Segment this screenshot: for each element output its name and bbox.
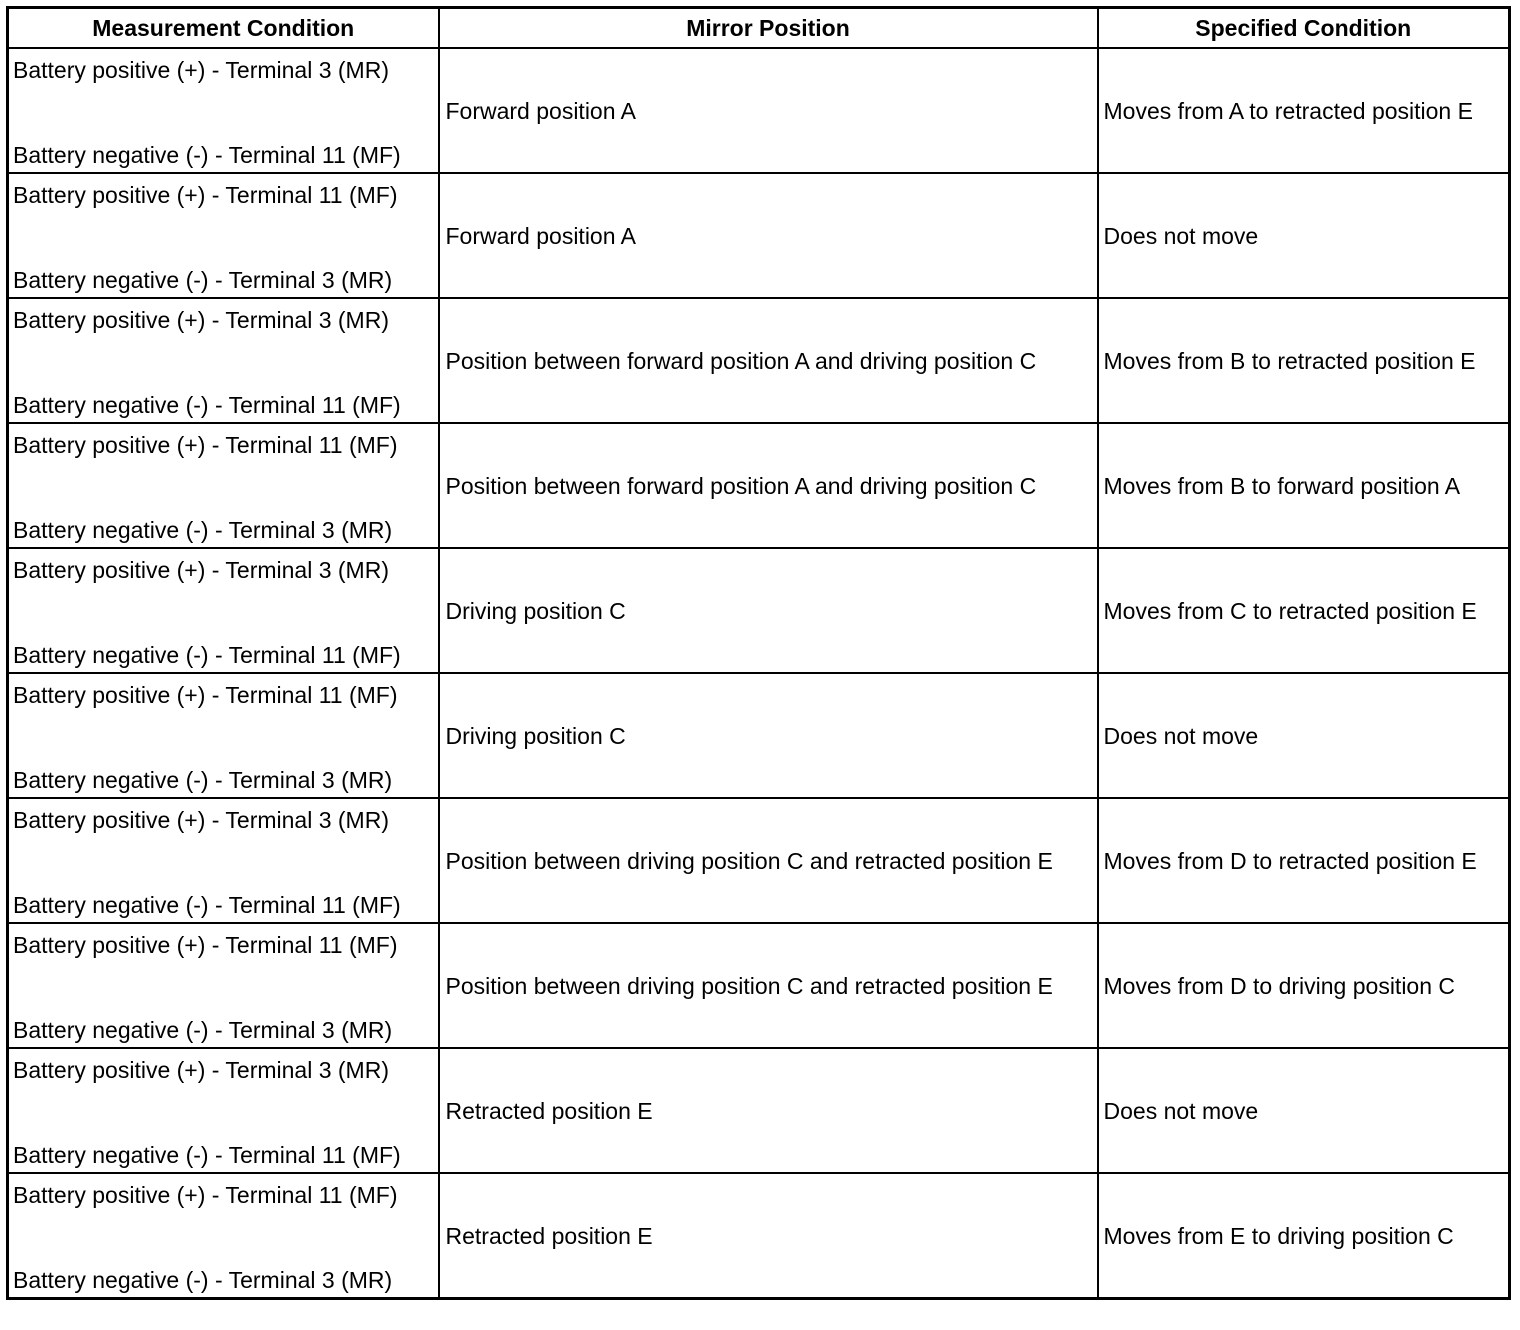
specified-condition-cell: Moves from D to retracted position E <box>1098 798 1510 923</box>
mirror-position-cell: Retracted position E <box>439 1048 1098 1173</box>
negative-terminal-text: Battery negative (-) - Terminal 11 (MF) <box>13 1142 401 1168</box>
negative-terminal-text: Battery negative (-) - Terminal 3 (MR) <box>13 517 393 543</box>
negative-terminal-text: Battery negative (-) - Terminal 11 (MF) <box>13 142 401 168</box>
measurement-condition-cell <box>8 173 439 298</box>
positive-terminal-text: Battery positive (+) - Terminal 3 (MR) <box>13 807 389 833</box>
table-row <box>8 48 1510 173</box>
positive-terminal-text: Battery positive (+) - Terminal 11 (MF) <box>13 432 398 458</box>
mirror-position-cell: Driving position C <box>439 673 1098 798</box>
positive-terminal-text: Battery positive (+) - Terminal 3 (MR) <box>13 1057 389 1083</box>
negative-terminal-text: Battery negative (-) - Terminal 11 (MF) <box>13 392 401 418</box>
specified-condition-cell: Does not move <box>1098 173 1510 298</box>
mirror-position-cell: Position between forward position A and driving position C <box>439 298 1098 423</box>
specified-condition-cell: Moves from B to forward position A <box>1098 423 1510 548</box>
positive-terminal-text: Battery positive (+) - Terminal 3 (MR) <box>13 307 389 333</box>
measurement-condition-cell <box>8 298 439 423</box>
header-mirror-position: Mirror Position <box>439 8 1098 49</box>
table-row <box>8 173 1510 298</box>
positive-terminal-text: Battery positive (+) - Terminal 3 (MR) <box>13 57 389 83</box>
negative-terminal-text: Battery negative (-) - Terminal 3 (MR) <box>13 1267 393 1293</box>
measurement-condition-cell <box>8 673 439 798</box>
table-body <box>8 48 1510 1299</box>
table-row <box>8 1173 1510 1299</box>
positive-terminal-text: Battery positive (+) - Terminal 11 (MF) <box>13 182 398 208</box>
specified-condition-cell: Does not move <box>1098 673 1510 798</box>
table-row <box>8 423 1510 548</box>
negative-terminal-text: Battery negative (-) - Terminal 3 (MR) <box>13 767 393 793</box>
table-row <box>8 298 1510 423</box>
specified-condition-cell: Does not move <box>1098 1048 1510 1173</box>
specified-condition-cell: Moves from B to retracted position E <box>1098 298 1510 423</box>
negative-terminal-text: Battery negative (-) - Terminal 3 (MR) <box>13 1017 393 1043</box>
measurement-condition-cell <box>8 1048 439 1173</box>
header-specified-condition: Specified Condition <box>1098 8 1510 49</box>
specified-condition-cell: Moves from A to retracted position E <box>1098 48 1510 173</box>
positive-terminal-text: Battery positive (+) - Terminal 11 (MF) <box>13 682 398 708</box>
table-row <box>8 673 1510 798</box>
measurement-condition-cell <box>8 798 439 923</box>
mirror-position-cell: Forward position A <box>439 173 1098 298</box>
table-row <box>8 1048 1510 1173</box>
mirror-position-cell: Forward position A <box>439 48 1098 173</box>
mirror-position-cell: Position between forward position A and driving position C <box>439 423 1098 548</box>
negative-terminal-text: Battery negative (-) - Terminal 3 (MR) <box>13 267 393 293</box>
mirror-position-cell: Retracted position E <box>439 1173 1098 1299</box>
specified-condition-cell: Moves from E to driving position C <box>1098 1173 1510 1299</box>
table-header-row <box>8 8 1510 49</box>
measurement-condition-cell <box>8 48 439 173</box>
measurement-condition-cell <box>8 548 439 673</box>
measurement-condition-cell <box>8 923 439 1048</box>
positive-terminal-text: Battery positive (+) - Terminal 11 (MF) <box>13 932 398 958</box>
table-row <box>8 923 1510 1048</box>
specification-table <box>6 6 1511 1300</box>
negative-terminal-text: Battery negative (-) - Terminal 11 (MF) <box>13 642 401 668</box>
table-row <box>8 548 1510 673</box>
positive-terminal-text: Battery positive (+) - Terminal 3 (MR) <box>13 557 389 583</box>
positive-terminal-text: Battery positive (+) - Terminal 11 (MF) <box>13 1182 398 1208</box>
mirror-position-cell: Position between driving position C and retracted position E <box>439 923 1098 1048</box>
specified-condition-cell: Moves from C to retracted position E <box>1098 548 1510 673</box>
mirror-position-cell: Driving position C <box>439 548 1098 673</box>
measurement-condition-cell <box>8 1173 439 1299</box>
mirror-position-cell: Position between driving position C and retracted position E <box>439 798 1098 923</box>
header-measurement-condition: Measurement Condition <box>8 8 439 49</box>
measurement-condition-cell <box>8 423 439 548</box>
specified-condition-cell: Moves from D to driving position C <box>1098 923 1510 1048</box>
table-row <box>8 798 1510 923</box>
negative-terminal-text: Battery negative (-) - Terminal 11 (MF) <box>13 892 401 918</box>
